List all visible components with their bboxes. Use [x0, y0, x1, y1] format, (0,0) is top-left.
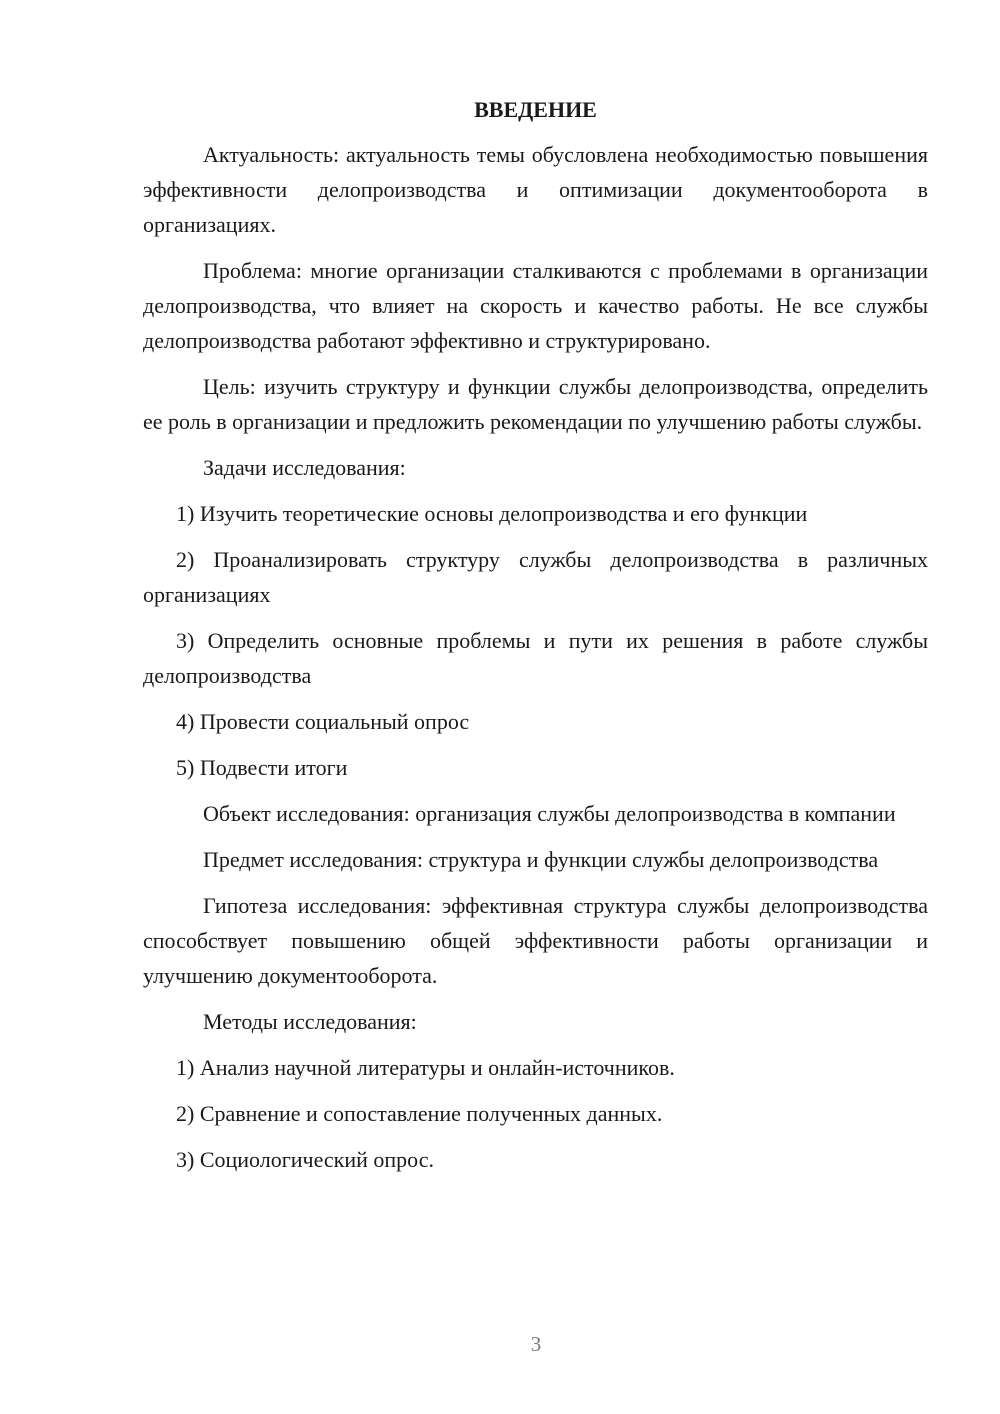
method-item: 2) Сравнение и сопоставление полученных данных.	[176, 1101, 663, 1126]
task-item: 2) Проанализировать структуру службы делопроизводства в различных организациях	[143, 547, 928, 607]
page-number: 3	[530, 1332, 542, 1356]
subject-paragraph: Предмет исследования: структура и функции службы делопроизводства	[203, 847, 879, 872]
task-item: 5) Подвести итоги	[176, 755, 348, 780]
methods-heading: Методы исследования:	[203, 1009, 417, 1034]
task-item: 3) Определить основные проблемы и пути их решения в работе службы делопроизводства	[143, 628, 928, 688]
goal-paragraph: Цель: изучить структуру и функции службы делопроизводства, определить ее роль в организации и предложить рекомендации по улучшению работы службы.	[143, 374, 928, 434]
method-item: 1) Анализ научной литературы и онлайн-источников.	[176, 1055, 675, 1080]
relevance-paragraph: Актуальность: актуальность темы обусловлена необходимостью повышения эффективности делопроизводства и оптимизации документооборота в организациях.	[143, 142, 928, 237]
hypothesis-paragraph: Гипотеза исследования: эффективная структура службы делопроизводства способствует повышению общей эффективности работы организации и улучшению документооборота.	[143, 893, 928, 988]
document-body	[143, 92, 928, 1188]
section-title: ВВЕДЕНИЕ	[474, 97, 597, 122]
tasks-heading: Задачи исследования:	[203, 455, 406, 480]
method-item: 3) Социологический опрос.	[176, 1147, 434, 1172]
task-item: 4) Провести социальный опрос	[176, 709, 470, 734]
problem-paragraph: Проблема: многие организации сталкиваются с проблемами в организации делопроизводства, что влияет на скорость и качество работы. Не все службы делопроизводства работают эффективно и структурировано.	[143, 258, 928, 353]
task-item: 1) Изучить теоретические основы делопроизводства и его функции	[176, 501, 808, 526]
object-paragraph: Объект исследования: организация службы делопроизводства в компании	[203, 801, 896, 826]
